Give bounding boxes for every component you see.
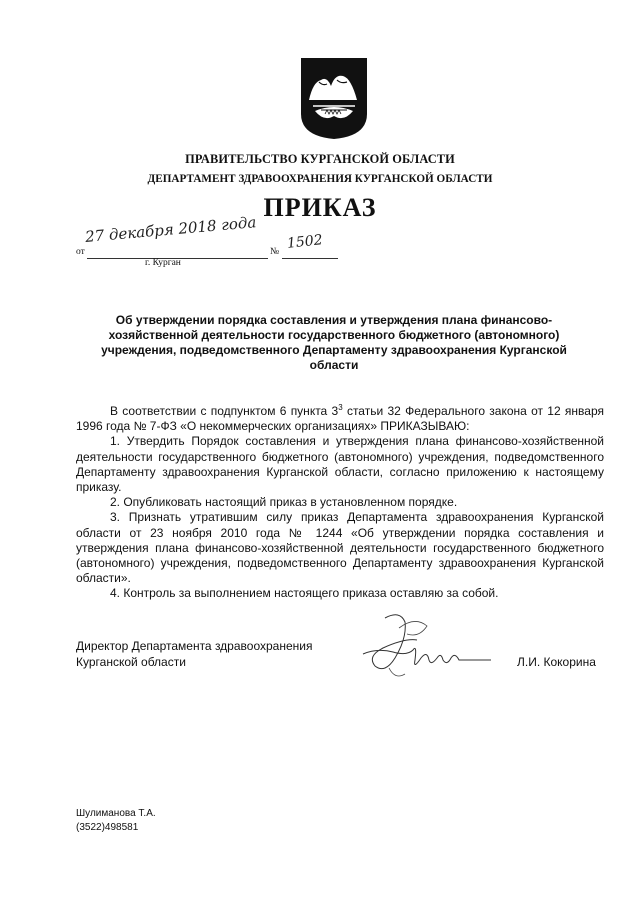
preamble-superscript: 3: [338, 403, 343, 412]
order-item-3: 3. Признать утратившим силу приказ Департамента здравоохранения Курганской области от 23 ноября 2010 года № 1244 «Об утверждении порядка составления и утверждения плана финансово-хозяйственной деятельности государственного бюджетного (автономного) учреждения, подведомственного Департаменту здравоохранения Курганской области».: [76, 510, 604, 586]
city: г. Курган: [145, 258, 181, 268]
signatory-position-line1: Директор Департамента здравоохранения: [76, 639, 313, 653]
preamble: [76, 404, 604, 434]
number-underline: [282, 258, 338, 259]
preamble-part-b: статьи 32 Федерального закона от 12 января 1996 года № 7-ФЗ «О некоммерческих организациях» ПРИКАЗЫВАЮ:: [76, 404, 604, 434]
number-label: №: [270, 247, 280, 257]
order-item-4: 4. Контроль за выполнением настоящего приказа оставляю за собой.: [110, 586, 499, 601]
order-body: [76, 404, 604, 602]
document-type-title: ПРИКАЗ: [263, 193, 377, 222]
handwritten-date: 27 декабря 2018 года: [84, 213, 257, 246]
date-from-label: от: [76, 247, 85, 257]
department-name: ДЕПАРТАМЕНТ ЗДРАВООХРАНЕНИЯ КУРГАНСКОЙ ОБЛАСТИ: [147, 173, 493, 185]
signatory-position-line2: Курганской области: [76, 655, 186, 669]
order-item-1: 1. Утвердить Порядок составления и утверждения плана финансово-хозяйственной деятельности государственного бюджетного (автономного) учреждения, подведомственного Департаменту здравоохранения Курганской области, согласно приложению к настоящему приказу.: [76, 434, 604, 495]
handwritten-number: 1502: [286, 232, 324, 252]
order-title: Об утверждении порядка составления и утверждения плана финансово-хозяйственной деятельности государственного бюджетного (автономного) учреждения, подведомственного Департаменту здравоохранения Курганской области: [101, 313, 567, 372]
executor-name: Шулиманова Т.А.: [76, 808, 156, 819]
coat-of-arms-icon: [299, 56, 369, 140]
order-item-2: 2. Опубликовать настоящий приказ в установленном порядке.: [110, 495, 458, 510]
handwritten-signature: [355, 608, 495, 686]
preamble-part-a: В соответствии с подпунктом 6 пункта 3: [110, 404, 339, 418]
executor-phone: (3522)498581: [76, 822, 139, 833]
government-name: ПРАВИТЕЛЬСТВО КУРГАНСКОЙ ОБЛАСТИ: [185, 152, 455, 166]
signatory-name: Л.И. Кокорина: [517, 655, 596, 669]
